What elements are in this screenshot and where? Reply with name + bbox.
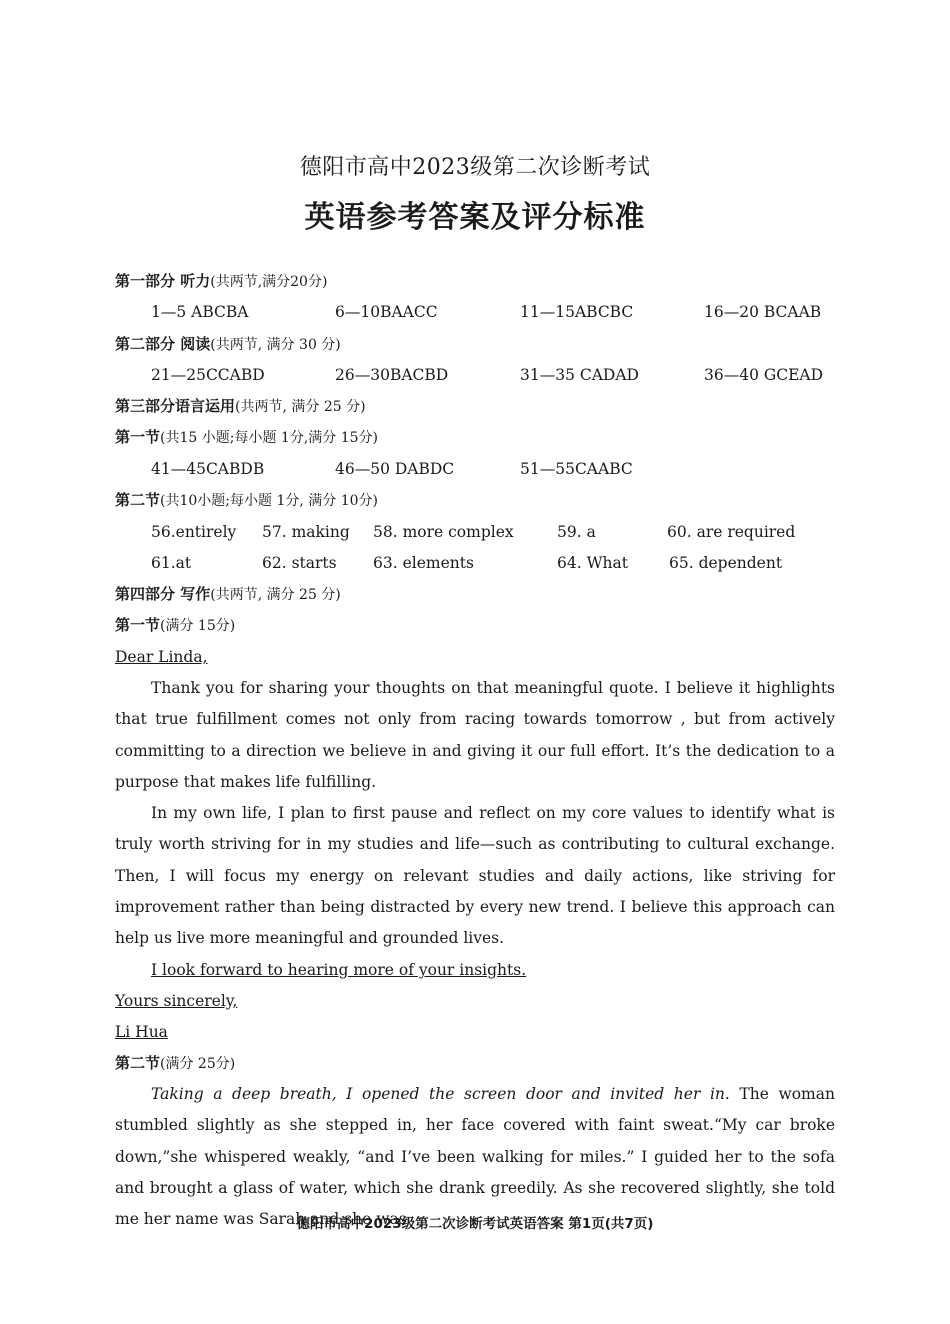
part4-heading: 第四部分 写作(共两节, 满分 25 分)	[115, 585, 341, 603]
answer-group: 31—35 CADAD	[520, 366, 639, 384]
letter-paragraph: Thank you for sharing your thoughts on that meaningful quote. I believe it highlights that true fulfillment comes not only from racing towards tomorrow , but from actively committing to a direction we believe in and giving it our full effort. It’s the dedication to a purpose that makes life fulfilling.	[115, 679, 835, 791]
blank-answer: 59. a	[557, 523, 596, 541]
part3-section1-heading: 第一节(共15 小题;每小题 1分,满分 15分)	[115, 428, 378, 446]
letter-signoff: Yours sincerely,	[115, 992, 238, 1010]
letter-closing-line: I look forward to hearing more of your insights.	[151, 961, 527, 979]
story-text: The woman stumbled slightly as she stepped in, her face covered with faint sweat.“My car broke down,”she whispered weakly, “and I’ve been walking for miles.” I guided her to the sofa and brought a glass of water, which she drank greedily. As she recovered slightly, she told me her name was Sarah and she was	[115, 1085, 835, 1229]
answer-group: 6—10BAACC	[335, 303, 438, 321]
answer-group: 41—45CABDB	[151, 460, 265, 478]
answer-group: 36—40 GCEAD	[704, 366, 824, 384]
answer-group: 46—50 DABDC	[335, 460, 455, 478]
blank-answer: 61.at	[151, 554, 192, 572]
blank-answer: 63. elements	[373, 554, 474, 572]
letter-paragraph: In my own life, I plan to first pause and reflect on my core values to identify what is truly worth striving for in my studies and life—such as contributing to cultural exchange. Then, I will focus my energy on relevant studies and daily actions, like striving for improvement rather than being distracted by every new trend. I believe this approach can help us live more meaningful and grounded lives.	[115, 804, 835, 948]
exam-title: 德阳市高中2023级第二次诊断考试	[299, 155, 651, 180]
part3-heading: 第三部分语言运用(共两节, 满分 25 分)	[115, 397, 366, 415]
answer-group: 21—25CCABD	[151, 366, 265, 384]
blank-answer: 64. What	[557, 554, 628, 572]
blank-answer: 65. dependent	[669, 554, 783, 572]
blank-answer: 57. making	[262, 523, 350, 541]
blank-answer: 60. are required	[667, 523, 796, 541]
answer-key-title: 英语参考答案及评分标准	[304, 200, 646, 235]
answer-group: 11—15ABCBC	[520, 303, 634, 321]
letter-greeting: Dear Linda,	[115, 648, 208, 666]
blank-answer: 58. more complex	[373, 523, 514, 541]
part4-section2-heading: 第二节(满分 25分)	[115, 1054, 236, 1072]
part1-heading: 第一部分 听力(共两节,满分20分)	[115, 272, 328, 290]
part4-section1-heading: 第一节(满分 15分)	[115, 616, 236, 634]
answer-group: 1—5 ABCBA	[151, 303, 249, 321]
blank-answer: 62. starts	[262, 554, 337, 572]
story-opening-sentence: Taking a deep breath, I opened the screen door and invited her in.	[151, 1085, 730, 1103]
letter-signature: Li Hua	[115, 1023, 168, 1041]
page-footer: 德阳市高中2023级第二次诊断考试英语答案 第1页(共7页)	[296, 1216, 654, 1232]
part2-heading: 第二部分 阅读(共两节, 满分 30 分)	[115, 335, 341, 353]
part3-section2-heading: 第二节(共10小题;每小题 1分, 满分 10分)	[115, 491, 378, 509]
answer-group: 51—55CAABC	[520, 460, 633, 478]
answer-group: 16—20 BCAAB	[704, 303, 822, 321]
blank-answer: 56.entirely	[151, 523, 237, 541]
answer-group: 26—30BACBD	[335, 366, 449, 384]
